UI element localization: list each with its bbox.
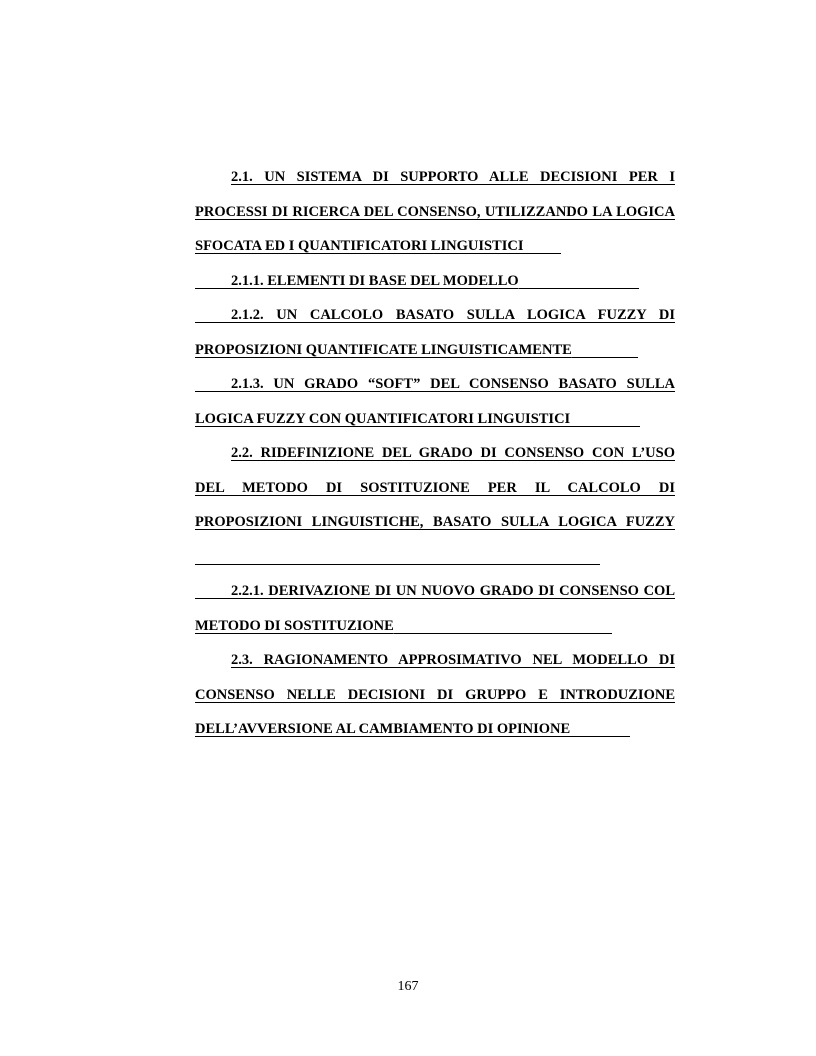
toc-entry-2-1-2[interactable] — [195, 298, 675, 367]
toc-entry-text: 2.1.2. UN CALCOLO BASATO SULLA LOGICA FUZZY DI PROPOSIZIONI QUANTIFICATE LINGUISTICAMENTE — [195, 307, 675, 358]
toc-entry-2-1-3[interactable] — [195, 367, 675, 436]
toc-entry-2-2[interactable] — [195, 436, 675, 574]
page-number: 167 — [397, 979, 419, 994]
underline-fill — [519, 274, 639, 289]
underline-fill — [523, 239, 561, 254]
indent-underline — [195, 274, 231, 289]
underline-fill — [572, 343, 638, 358]
toc-entry-text: 2.3. RAGIONAMENTO APPROSIMATIVO NEL MODELLO DI CONSENSO NELLE DECISIONI DI GRUPPO E INTRODUZIONE DELL’AVVERSIONE AL CAMBIAMENTO DI OPINIONE — [195, 652, 675, 737]
toc-entry-2-2-1[interactable] — [195, 574, 675, 643]
toc-entry-2-1[interactable] — [195, 160, 675, 264]
indent-underline — [195, 584, 231, 599]
toc-entry-text: 2.2.1. DERIVAZIONE DI UN NUOVO GRADO DI CONSENSO COL METODO DI SOSTITUZIONE — [195, 583, 675, 634]
indent-underline — [195, 377, 231, 392]
indent-underline — [195, 308, 231, 323]
table-of-contents — [195, 160, 675, 747]
underline-fill — [394, 619, 612, 634]
toc-entry-2-3[interactable] — [195, 643, 675, 747]
underline-fill — [570, 722, 630, 737]
toc-entry-text: 2.1.1. ELEMENTI DI BASE DEL MODELLO — [231, 272, 519, 289]
underline-fill — [195, 550, 600, 565]
toc-entry-text: 2.1.3. UN GRADO “SOFT” DEL CONSENSO BASATO SULLA LOGICA FUZZY CON QUANTIFICATORI LINGUISTICI — [195, 376, 675, 427]
toc-entry-text: 2.2. RIDEFINIZIONE DEL GRADO DI CONSENSO CON L’USO DEL METODO DI SOSTITUZIONE PER IL CALCOLO DI PROPOSIZIONI LINGUISTICHE, BASATO SULLA LOGICA FUZZY — [195, 445, 675, 530]
toc-entry-text: 2.1. UN SISTEMA DI SUPPORTO ALLE DECISIONI PER I PROCESSI DI RICERCA DEL CONSENSO, UTILIZZANDO LA LOGICA SFOCATA ED I QUANTIFICATORI LINGUISTICI — [195, 169, 675, 254]
underline-fill — [570, 412, 640, 427]
toc-entry-2-1-1[interactable] — [195, 264, 675, 299]
